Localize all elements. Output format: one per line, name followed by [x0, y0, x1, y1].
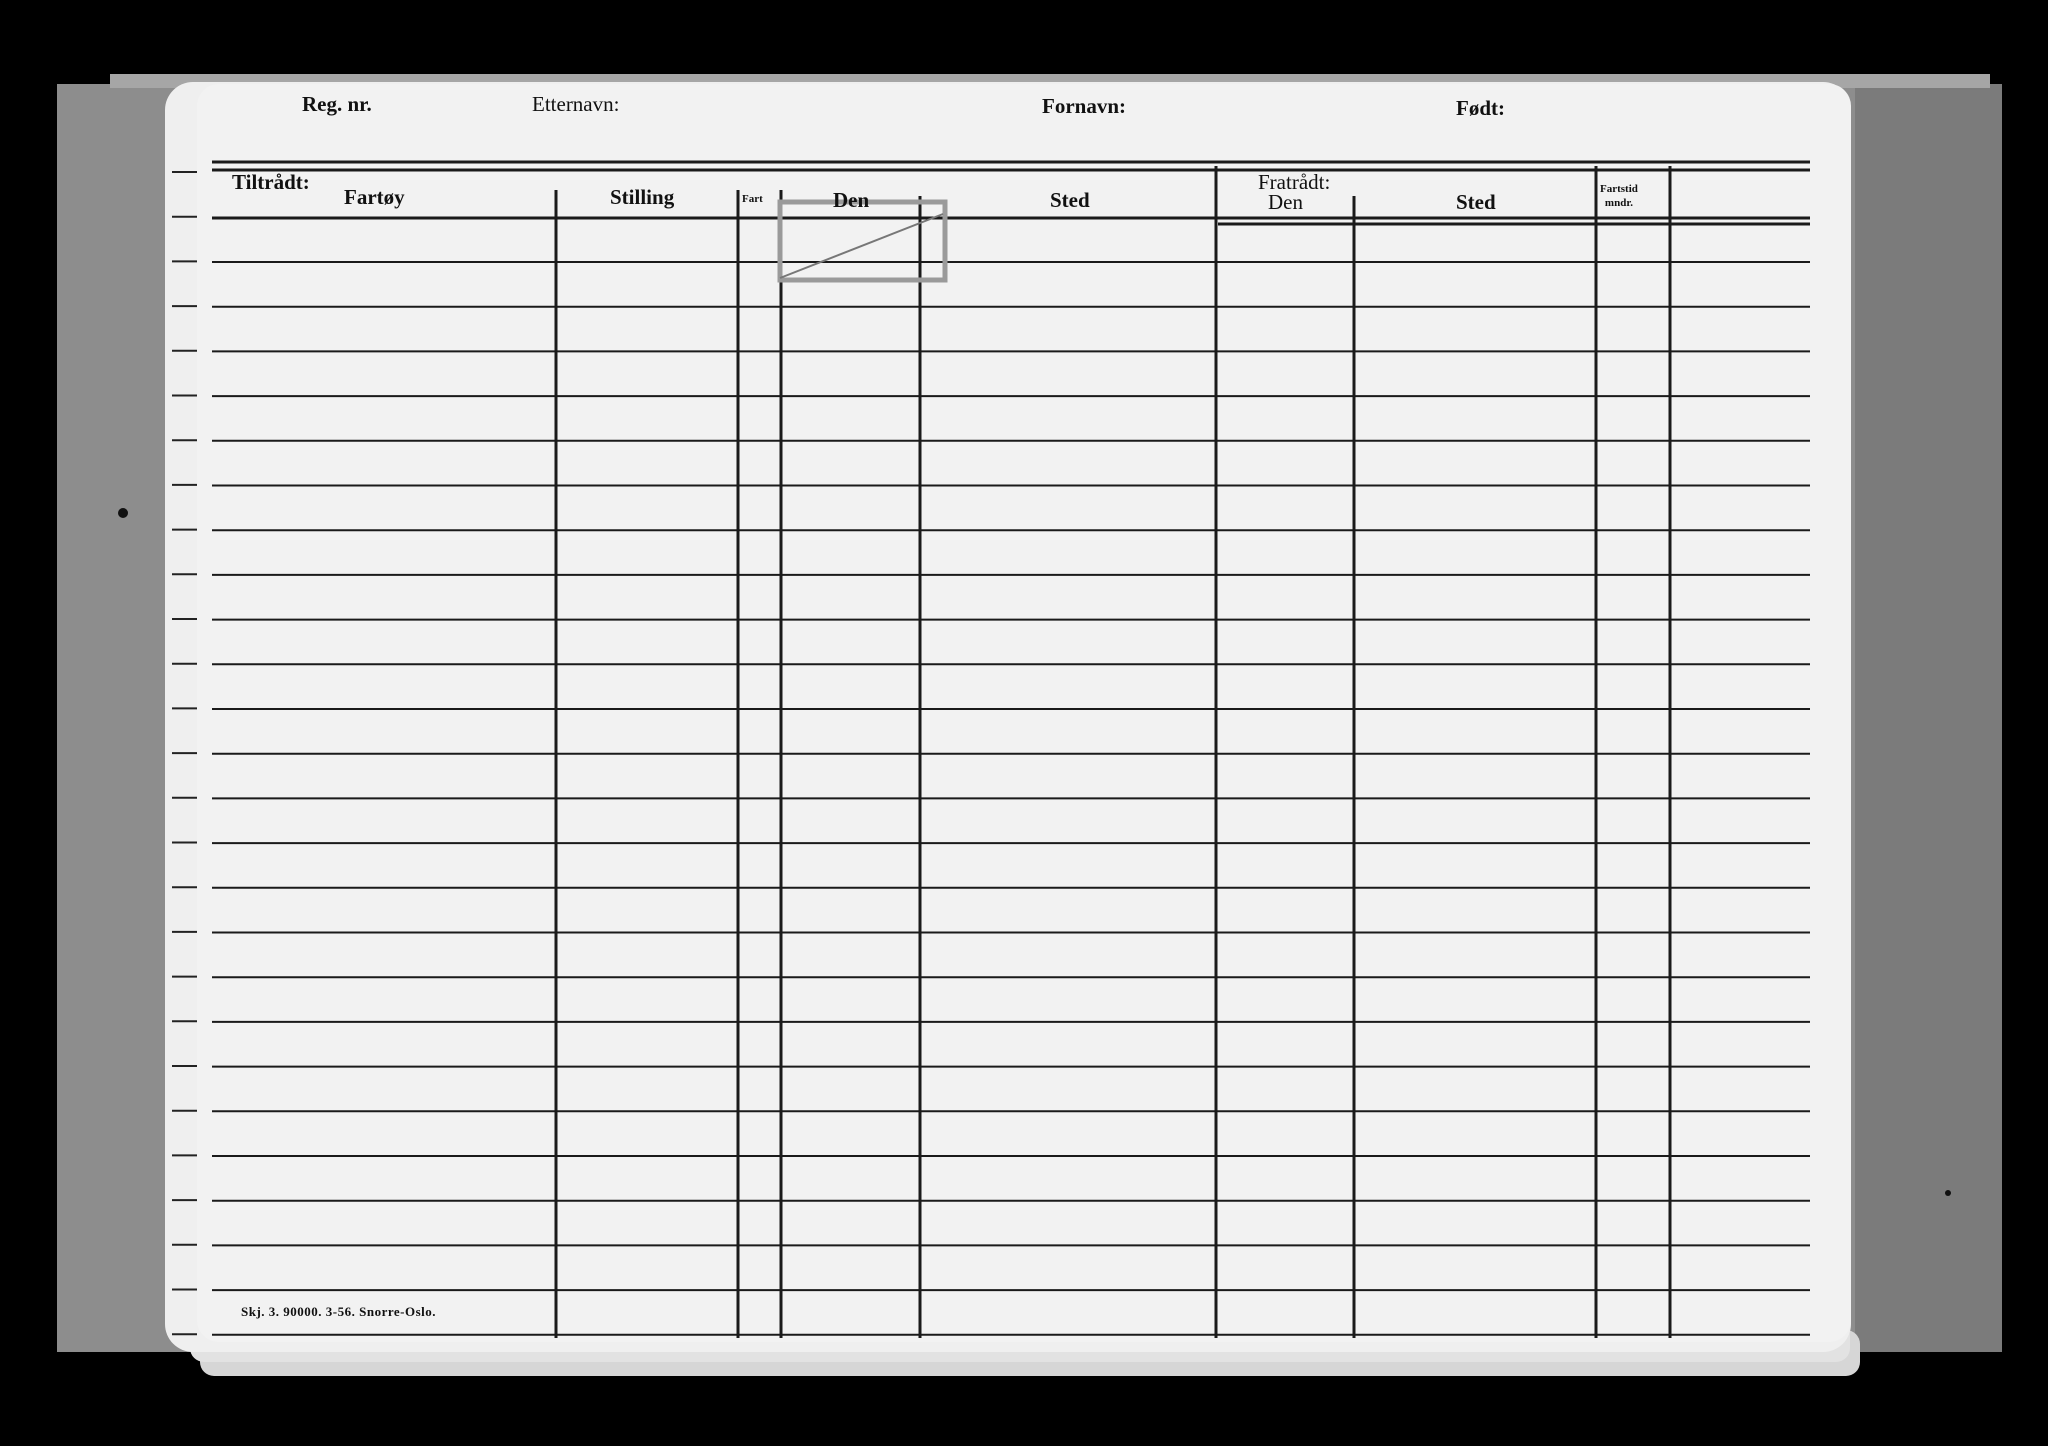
fartstid-line1: Fartstid	[1600, 183, 1638, 195]
fornavn-label: Fornavn:	[1042, 94, 1126, 118]
col-fratradt-sted-header: Sted	[1456, 190, 1496, 214]
punch-dot	[1945, 1190, 1951, 1196]
col-fartstid-header	[1600, 182, 1638, 210]
fratradt-label: Fratrådt:	[1258, 170, 1331, 194]
etternavn-label: Etternavn:	[532, 92, 620, 116]
col-tiltradt-sted-header: Sted	[1050, 188, 1090, 212]
col-stilling-header: Stilling	[610, 185, 675, 209]
punch-dot	[118, 508, 128, 518]
folder-right-strip	[1855, 84, 2002, 1352]
print-info: Skj. 3. 90000. 3-56. Snorre-Oslo.	[241, 1304, 437, 1319]
reg-nr-label: Reg. nr.	[302, 92, 372, 116]
col-fratradt-den-header: Den	[1268, 190, 1303, 214]
card-inner-sheet	[197, 84, 1851, 1342]
fartstid-line2: mndr.	[1604, 197, 1633, 209]
col-fartoy-header: Fartøy	[344, 185, 405, 209]
col-tiltradt-den-header: Den	[833, 188, 870, 212]
col-fart-header: Fart	[742, 193, 763, 205]
fodt-label: Født:	[1456, 96, 1505, 120]
tiltradt-label: Tiltrådt:	[232, 170, 310, 194]
